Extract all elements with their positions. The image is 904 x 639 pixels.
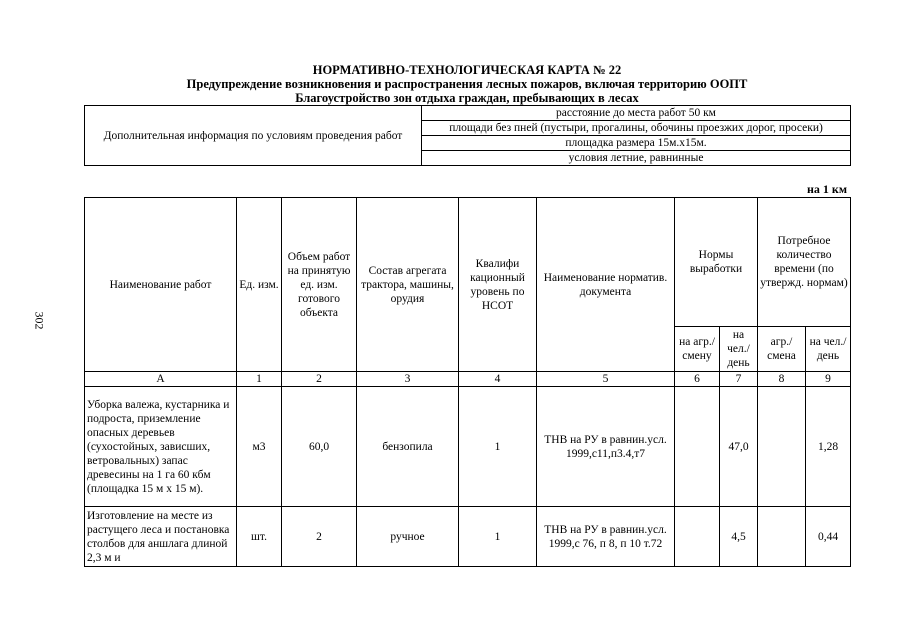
condition-site-size: площадка размера 15м.х15м.: [422, 136, 851, 151]
column-number: 1: [237, 372, 282, 387]
column-number: 2: [282, 372, 357, 387]
work-time-chel: 0,44: [806, 507, 851, 567]
header-norms: Нормы выработки: [675, 198, 758, 327]
work-unit: м3: [237, 387, 282, 507]
header-norms-agr: на агр./ смену: [675, 327, 720, 372]
column-number: 8: [758, 372, 806, 387]
table-row: [85, 507, 851, 567]
work-volume: 2: [282, 507, 357, 567]
table-row: [85, 387, 851, 507]
work-qualification: 1: [459, 507, 537, 567]
work-name: Изготовление на месте из растущего леса и постановка столбов для аншлага длиной 2,3 м и: [85, 507, 237, 567]
column-number: 6: [675, 372, 720, 387]
header-unit: Ед. изм.: [237, 198, 282, 372]
header-volume: Объем работ на принятую ед. изм. готового объекта: [282, 198, 357, 372]
condition-distance: расстояние до места работ 50 км: [422, 106, 851, 121]
header-name: Наименование работ: [85, 198, 237, 372]
column-number: 3: [357, 372, 459, 387]
work-unit: шт.: [237, 507, 282, 567]
work-norm-agr: [675, 507, 720, 567]
document-title: НОРМАТИВНО-ТЕХНОЛОГИЧЕСКАЯ КАРТА № 22: [312, 63, 622, 77]
condition-season: условия летние, равнинные: [422, 151, 851, 166]
header-time-chel: на чел./ день: [806, 327, 851, 372]
conditions-label: Дополнительная информация по условиям проведения работ: [85, 106, 422, 166]
conditions-table: [84, 105, 851, 166]
document-header: [84, 63, 850, 105]
condition-areas: площади без пней (пустыри, прогалины, обочины проезжих дорог, просеки): [422, 121, 851, 136]
header-norms-chel: на чел./ день: [720, 327, 758, 372]
header-composition: Состав агрегата трактора, машины, орудия: [357, 198, 459, 372]
work-composition: ручное: [357, 507, 459, 567]
work-document: ТНВ на РУ в равнин.усл. 1999,с11,п3.4,т7: [537, 387, 675, 507]
work-time-agr: [758, 387, 806, 507]
works-table: [84, 197, 851, 567]
page-number: 302: [32, 311, 47, 330]
work-name: Уборка валежа, кустарника и подроста, приземление опасных деревьев (сухостойных, зависших, ветровальных) запас древесины на 1 га 60 кбм (площадка 15 м х 15 м).: [85, 387, 237, 507]
work-norm-agr: [675, 387, 720, 507]
work-norm-chel: 47,0: [720, 387, 758, 507]
column-numbers-row: [85, 372, 851, 387]
header-time: Потребное количество времени (по утвержд. нормам): [758, 198, 851, 327]
work-time-chel: 1,28: [806, 387, 851, 507]
column-number: 5: [537, 372, 675, 387]
column-number: А: [85, 372, 237, 387]
work-norm-chel: 4,5: [720, 507, 758, 567]
column-number: 4: [459, 372, 537, 387]
work-volume: 60,0: [282, 387, 357, 507]
header-document: Наименование норматив. документа: [537, 198, 675, 372]
work-qualification: 1: [459, 387, 537, 507]
work-time-agr: [758, 507, 806, 567]
unit-note: на 1 км: [806, 182, 847, 196]
header-qualification: Квалифи кационный уровень по НСОТ: [459, 198, 537, 372]
column-number: 9: [806, 372, 851, 387]
work-document: ТНВ на РУ в равнин.усл. 1999,с 76, п 8, п 10 т.72: [537, 507, 675, 567]
header-time-agr: агр./ смена: [758, 327, 806, 372]
document-section: Благоустройство зон отдыха граждан, пребывающих в лесах: [295, 91, 639, 105]
document-subtitle: Предупреждение возникновения и распространения лесных пожаров, включая территорию ООПТ: [186, 77, 748, 91]
column-number: 7: [720, 372, 758, 387]
work-composition: бензопила: [357, 387, 459, 507]
